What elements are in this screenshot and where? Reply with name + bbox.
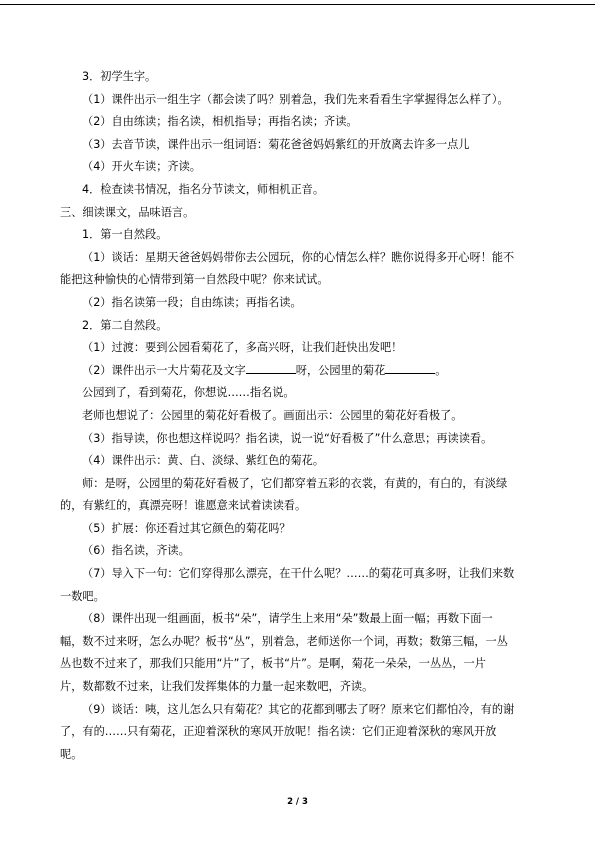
text-line: 老师也想说了：公园里的菊花好看极了。画面出示：公园里的菊花好看极了。 [82,408,463,422]
text-line: 幅，数不过来呀，怎么办呢？板书“丛”，别着急，老师送你一个词，再数；数第三幅，一丛 [60,634,508,648]
fill-blank [385,363,435,374]
fill-blank [246,363,296,374]
text-line: （4）开火车读；齐读。 [82,160,201,174]
text-line: 3．初学生字。 [82,70,157,83]
document-body [60,66,544,766]
text-line: 呢。 [60,747,83,761]
text-line: 师：是呀，公园里的菊花好看极了，它们都穿着五彩的衣裳，有黄的，有白的，有淡绿 [82,476,508,490]
text-line: 片，数都数不过来，让我们发挥集体的力量一起来数吧，齐读。 [60,680,374,694]
text-segment: 。 [435,363,447,377]
text-line: 的，有紫红的，真漂亮呀！谁愿意来试着读读看。 [60,499,307,513]
text-line: （4）课件出示：黄、白、淡绿、紫红色的菊花。 [82,454,325,468]
text-segment: 呀，公园里的菊花 [295,363,386,377]
text-line: 了，有的……只有菊花，正迎着深秋的寒风开放呢！指名读：它们正迎着深秋的寒风开放 [60,725,497,739]
text-line-with-blanks [60,360,544,383]
text-line: （8）课件出现一组画面，板书“朵”，请学生上来用“朵”数最上面一幅；再数下面一 [82,612,493,626]
text-line: （3）去音节读，课件出示一组词语：菊花爸爸妈妈紫红的开放离去许多一点儿 [82,137,470,151]
text-line: （5）扩展：你还看过其它颜色的菊花吗？ [82,521,291,535]
text-line: 一数吧。 [60,589,105,603]
text-line: 4．检查读书情况，指名分节读文，师相机正音。 [82,182,325,196]
header-rule [0,4,595,5]
text-line: 2．第二自然段。 [82,318,168,332]
text-line: （1）过渡：要到公园看菊花了，多高兴呀，让我们赶快出发吧！ [82,341,403,355]
text-line: 能把这种愉快的心情带到第一自然段中呢？你来试试。 [60,273,329,287]
text-line: （2）自由练读；指名读，相机指导；再指名读；齐读。 [82,115,358,129]
text-line: 公园到了，看到菊花，你想说……指名说。 [82,386,295,400]
page-number: 2 / 3 [287,797,308,807]
text-line: （1）谈话：星期天爸爸妈妈带你去公园玩，你的心情怎么样？瞧你说得多开心呀！能不 [82,250,515,264]
text-line: 丛也数不过来了，那我们只能用“片”了，板书“片”。是啊，菊花一朵朵，一丛丛，一片 [60,657,486,671]
text-line: （7）导入下一句：它们穿得那么漂亮，在干什么呢？……的菊花可真多呀，让我们来数 [82,567,515,581]
text-line: （6）指名读，齐读。 [82,544,190,558]
text-line: （1）课件出示一组生字（都会读了吗？别着急，我们先来看看生字掌握得怎么样了）。 [82,92,509,106]
text-line: （2）指名读第一段；自由练读；再指名读。 [82,295,302,309]
text-line: （9）谈话：咦，这儿怎么只有菊花？其它的花都到哪去了呀？原来它们都怕冷，有的谢 [82,702,515,716]
section-heading: 三、细读课文，品味语言。 [60,205,195,219]
text-line: （3）指导读，你也想这样说吗？指名读，说一说“好看极了”什么意思；再读读看。 [82,431,493,445]
text-segment: （2）课件出示一大片菊花及文字 [82,363,246,377]
text-line: 1．第一自然段。 [82,228,168,242]
